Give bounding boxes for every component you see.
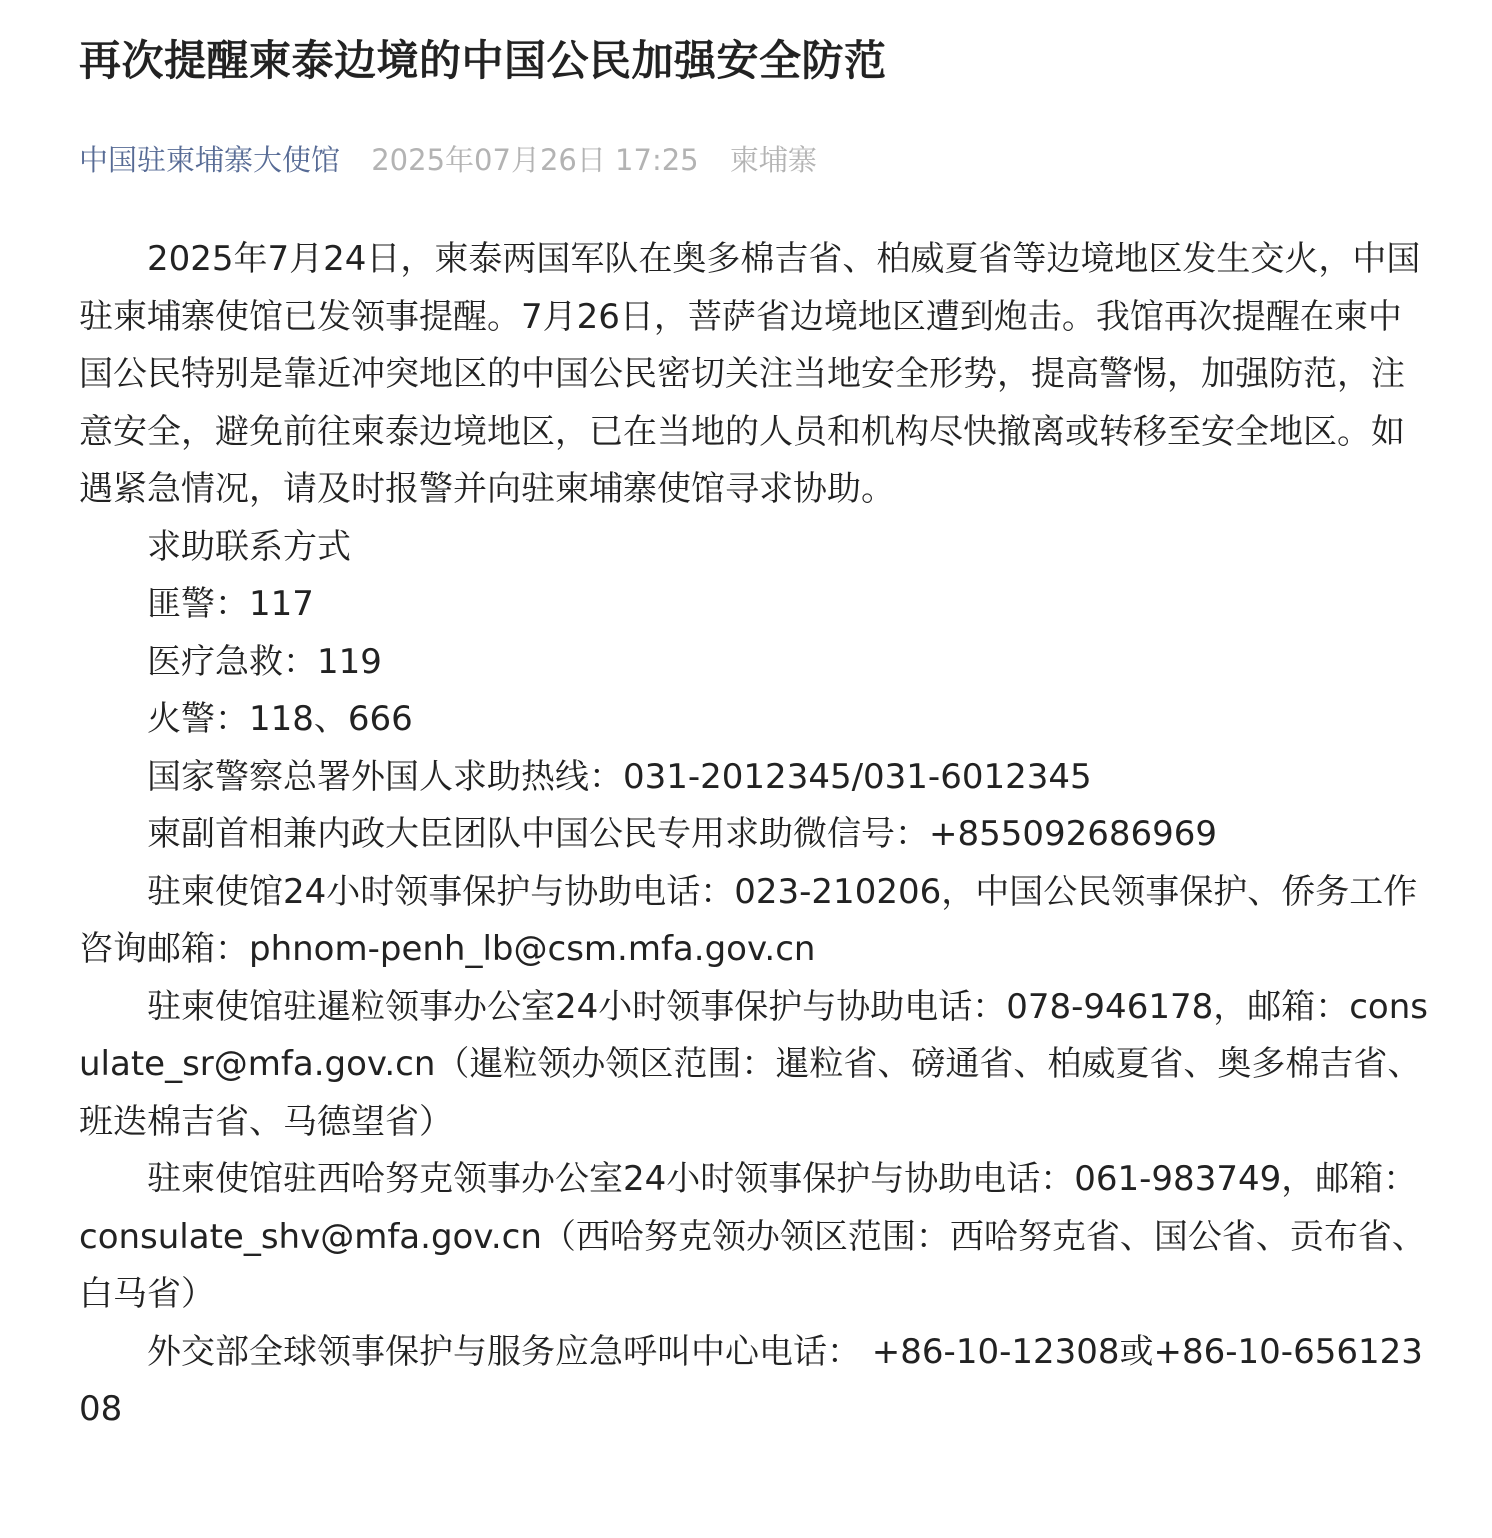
paragraph-contact-heading: 求助联系方式 <box>147 526 351 567</box>
publish-location: 柬埔寨 <box>729 143 817 177</box>
paragraph-wechat-help: 柬副首相兼内政大臣团队中国公民专用求助微信号：+855092686969 <box>147 814 1218 854</box>
publish-date: 2025年07月26日 17:25 <box>371 143 699 177</box>
paragraph-police: 匪警：117 <box>147 584 314 624</box>
paragraph-medical: 医疗急救：119 <box>147 641 382 682</box>
paragraph-police-hotline: 国家警察总署外国人求助热线：031-2012345/031-6012345 <box>147 756 1092 797</box>
paragraph-fire: 火警：118、666 <box>147 699 413 739</box>
paragraph-intro: 2025年7月24日，柬泰两国军队在奥多棉吉省、柏威夏省等边境地区发生交火，中国驻柬埔寨使馆已发领事提醒。7月26日，菩萨省边境地区遭到炮击。我馆再次提醒在柬中国公民特别是靠近冲突地区的中国公民密切关注当地安全形势，提高警惕，加强防范，注意安全，避免前往柬泰边境地区，已在当地的人员和机构尽快撤离或转移至安全地区。如遇紧急情况，请及时报警并向驻柬埔寨使馆寻求协助。 <box>79 239 1421 509</box>
article-meta <box>79 140 1428 180</box>
author-link[interactable]: 中国驻柬埔寨大使馆 <box>79 143 341 177</box>
paragraph-siem-reap-office: 驻柬使馆驻暹粒领事办公室24小时领事保护与协助电话：078-946178，邮箱：consulate_sr@mfa.gov.cn（暹粒领办领区范围：暹粒省、磅通省、柏威夏省、奥多棉吉省、班迭棉吉省、马德望省） <box>79 986 1428 1142</box>
article-content <box>79 231 1428 1439</box>
paragraph-embassy-phone: 驻柬使馆24小时领事保护与协助电话：023-210206，中国公民领事保护、侨务工作咨询邮箱：phnom-penh_lb@csm.mfa.gov.cn <box>79 871 1418 969</box>
paragraph-sihanoukville-office: 驻柬使馆驻西哈努克领事办公室24小时领事保护与协助电话：061-983749，邮箱：consulate_shv@mfa.gov.cn（西哈努克领办领区范围：西哈努克省、国公省、贡布省、白马省） <box>79 1159 1426 1314</box>
article-title: 再次提醒柬泰边境的中国公民加强安全防范 <box>79 36 887 85</box>
paragraph-mfa-hotline: 外交部全球领事保护与服务应急呼叫中心电话： +86-10-12308或+86-10-65612308 <box>79 1331 1423 1429</box>
